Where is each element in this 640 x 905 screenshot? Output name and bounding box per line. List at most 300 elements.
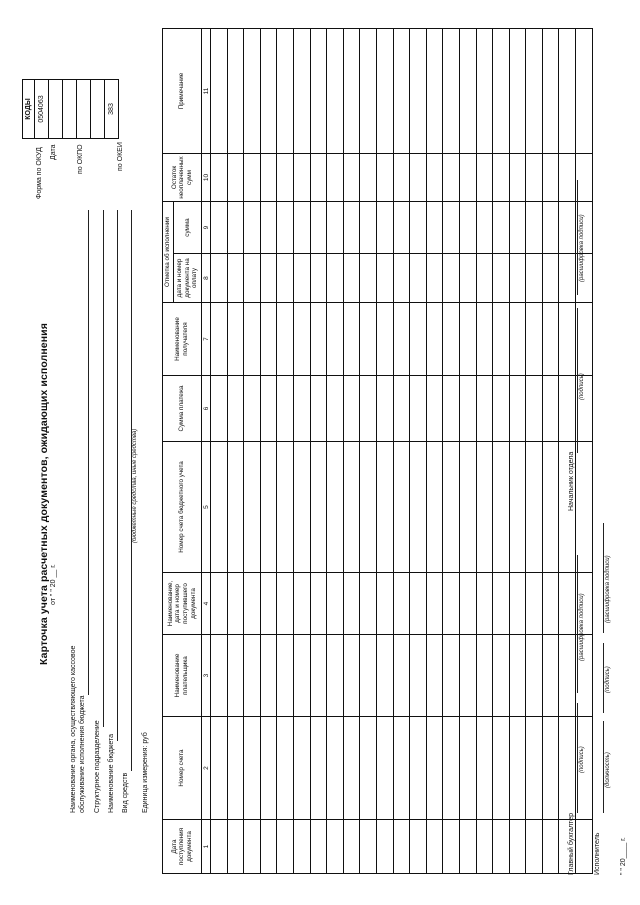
table-cell [410,254,427,303]
table-cell [277,303,294,376]
table-cell [260,154,277,202]
org-label-2: обслуживание исполнения бюджета [79,695,86,813]
table-cell [260,717,277,820]
table-cell [410,442,427,573]
table-cell [260,376,277,442]
unit-label: Единица измерения: руб [142,732,149,813]
table-cell [277,820,294,874]
table-cell [493,635,510,717]
chief-decode-caption: (расшифровка подписи) [579,593,585,661]
header-payment-doc: дата и номер документа на оплату [174,254,202,303]
table-cell [327,154,344,202]
col-number: 1 [202,820,211,874]
table-cell [327,442,344,573]
table-cell [509,573,526,635]
table-cell [293,635,310,717]
table-cell [443,635,460,717]
code-blank-2 [91,80,105,139]
table-cell [376,442,393,573]
head-signature-caption: (подпись) [579,373,585,400]
table-cell [526,573,543,635]
table-cell [443,820,460,874]
table-cell [277,442,294,573]
okpo-label: по ОКПО [77,144,84,174]
table-cell [426,29,443,154]
table-cell [459,376,476,442]
table-cell [559,254,576,303]
head-signature-line [577,308,578,453]
table-cell [360,820,377,874]
table-cell [426,202,443,254]
table-cell [376,29,393,154]
table-cell [277,376,294,442]
code-okud: 0504063 [35,80,49,139]
executor-decode-caption: (расшифровка подписи) [605,555,611,623]
table-row [476,29,493,874]
table-cell [476,376,493,442]
table-cell [360,202,377,254]
table-cell [310,154,327,202]
codes-header: КОДЫ [23,80,35,139]
table-cell [443,154,460,202]
table-cell [526,254,543,303]
col-number: 3 [202,635,211,717]
table-cell [376,635,393,717]
signature-date: " " 20____ г. [620,837,627,875]
table-cell [509,635,526,717]
table-cell [426,303,443,376]
header-execution-mark: Отметка об исполнении [163,202,174,303]
chief-accountant-label: Главный бухгалтер [568,813,575,875]
table-cell [459,29,476,154]
table-cell [393,635,410,717]
table-cell [393,573,410,635]
col-number: 7 [202,303,211,376]
table-cell [343,717,360,820]
table-cell [493,717,510,820]
table-cell [360,376,377,442]
table-row [493,29,510,874]
table-cell [542,635,559,717]
table-cell [310,303,327,376]
table-cell [526,717,543,820]
table-cell [211,303,228,376]
table-cell [526,442,543,573]
header-note: Примечание [163,29,202,154]
table-cell [576,154,593,202]
table-cell [343,442,360,573]
executor-position-line [603,721,604,813]
table-cell [227,202,244,254]
table-cell [244,154,261,202]
table-row [542,29,559,874]
table-row [343,29,360,874]
table-cell [244,202,261,254]
table-cell [410,376,427,442]
col-number: 8 [202,254,211,303]
executor-label: Исполнитель [594,832,601,875]
table-row [509,29,526,874]
table-cell [244,376,261,442]
table-cell [211,29,228,154]
header-unpaid-balance: Остаток неоплаченных сумм [163,154,202,202]
header-receipt-date: Дата поступления документа [163,820,202,874]
table-cell [426,820,443,874]
table-cell [559,717,576,820]
table-cell [526,376,543,442]
table-cell [244,635,261,717]
table-cell [211,820,228,874]
budget-label: Наименование бюджета [108,733,115,813]
budget-line [117,210,118,741]
table-cell [227,154,244,202]
table-cell [576,303,593,376]
table-cell [310,376,327,442]
table-cell [211,442,228,573]
table-cell [443,442,460,573]
table-cell [393,154,410,202]
table-cell [410,202,427,254]
table-cell [542,29,559,154]
table-row [244,29,261,874]
table-cell [327,717,344,820]
table-cell [360,254,377,303]
table-cell [493,303,510,376]
table-cell [227,376,244,442]
table-cell [459,202,476,254]
table-row [211,29,228,874]
table-row [327,29,344,874]
table-cell [376,254,393,303]
org-line [88,210,89,695]
table-cell [426,442,443,573]
col-number: 9 [202,202,211,254]
table-cell [310,717,327,820]
table-cell [211,154,228,202]
table-cell [493,29,510,154]
table-cell [559,303,576,376]
table-cell [227,573,244,635]
table-row [526,29,543,874]
table-cell [260,254,277,303]
table-cell [559,376,576,442]
table-cell [559,202,576,254]
org-label-1: Наименование органа, осуществляющего кассовое [70,645,77,813]
table-cell [260,303,277,376]
table-cell [476,254,493,303]
table-cell [393,820,410,874]
code-okei: 383 [105,80,119,139]
date-from: от " " 20 __ г. [50,564,57,605]
table-cell [493,820,510,874]
table-cell [393,442,410,573]
table-cell [526,29,543,154]
table-cell [244,442,261,573]
chief-decode-line [577,555,578,693]
table-row [227,29,244,874]
header-document-info: Наименование, дата и номер поступившего документа [163,573,202,635]
table-cell [211,635,228,717]
table-cell [327,573,344,635]
table-cell [459,820,476,874]
table-cell [509,202,526,254]
table-cell [542,202,559,254]
table-row [459,29,476,874]
table-cell [376,154,393,202]
col-number: 10 [202,154,211,202]
table-cell [410,573,427,635]
table-cell [310,635,327,717]
executor-signature-caption: (подпись) [605,666,611,693]
table-cell [443,202,460,254]
table-cell [559,573,576,635]
table-cell [343,154,360,202]
table-cell [542,376,559,442]
table-cell [293,376,310,442]
table-cell [410,29,427,154]
table-cell [576,442,593,573]
executor-decode-line [603,523,604,633]
table-cell [443,254,460,303]
table-cell [260,29,277,154]
table-row [310,29,327,874]
col-number: 2 [202,717,211,820]
table-cell [343,820,360,874]
table-row [393,29,410,874]
table-cell [244,717,261,820]
table-cell [426,635,443,717]
header-payment-sum: Сумма платежа [163,376,202,442]
table-cell [376,820,393,874]
table-cell [393,202,410,254]
table-cell [293,442,310,573]
table-cell [360,154,377,202]
col-number: 6 [202,376,211,442]
okei-label: по ОКЕИ [117,142,124,171]
table-cell [559,29,576,154]
table-cell [293,820,310,874]
table-cell [410,303,427,376]
table-cell [426,717,443,820]
table-cell [476,202,493,254]
header-budget-account: Номер счета бюджетного учета [163,442,202,573]
table-cell [476,820,493,874]
col-number: 5 [202,442,211,573]
table-cell [443,29,460,154]
table-cell [393,29,410,154]
table-cell [559,635,576,717]
column-numbers-row [202,29,211,874]
table-cell [277,29,294,154]
table-cell [509,442,526,573]
table-cell [260,820,277,874]
table-cell [244,573,261,635]
table-cell [410,717,427,820]
table-cell [542,717,559,820]
table-cell [227,442,244,573]
table-row [426,29,443,874]
table-cell [376,303,393,376]
table-cell [526,820,543,874]
table-cell [327,202,344,254]
table-cell [426,254,443,303]
table-cell [293,29,310,154]
chief-signature-caption: (подпись) [579,746,585,773]
table-cell [576,29,593,154]
executor-signature-line [603,643,604,713]
table-cell [443,376,460,442]
subdivision-line [103,210,104,727]
table-cell [327,303,344,376]
table-cell [310,442,327,573]
table-row [360,29,377,874]
codes-box [22,79,119,139]
header-sum: сумма [174,202,202,254]
table-cell [327,635,344,717]
table-cell [410,154,427,202]
table-cell [293,254,310,303]
table-cell [293,202,310,254]
table-cell [459,573,476,635]
chief-signature-line [577,703,578,813]
funds-label: Вид средств [122,772,129,813]
table-cell [310,254,327,303]
table-cell [343,202,360,254]
header-recipient-name: Наименование получателя [163,303,202,376]
table-cell [542,820,559,874]
table-cell [260,573,277,635]
funds-caption: (бюджетные средства, иные средства) [132,428,138,543]
table-row [443,29,460,874]
table-cell [227,820,244,874]
table-cell [211,573,228,635]
table-cell [211,254,228,303]
table-cell [211,376,228,442]
header-payer-name: Наименование плательщика [163,635,202,717]
table-cell [293,154,310,202]
table-cell [459,254,476,303]
table-cell [542,254,559,303]
table-cell [393,303,410,376]
table-cell [576,820,593,874]
table-cell [526,635,543,717]
table-cell [493,376,510,442]
table-cell [343,254,360,303]
table-cell [509,254,526,303]
table-cell [393,717,410,820]
table-row [293,29,310,874]
table-cell [343,573,360,635]
table-cell [476,154,493,202]
table-cell [277,202,294,254]
table-cell [509,717,526,820]
table-cell [260,442,277,573]
head-decode-line [577,180,578,295]
table-cell [343,635,360,717]
table-cell [277,254,294,303]
table-cell [493,573,510,635]
table-cell [459,303,476,376]
table-row [260,29,277,874]
table-cell [327,376,344,442]
table-cell [260,202,277,254]
table-cell [559,154,576,202]
table-cell [509,376,526,442]
table-cell [244,303,261,376]
table-cell [459,154,476,202]
date-label: Дата [50,144,57,160]
code-okpo [77,80,91,139]
table-cell [476,29,493,154]
table-cell [476,717,493,820]
table-cell [443,573,460,635]
executor-position-caption: (должность) [605,752,611,788]
table-cell [526,303,543,376]
table-cell [327,29,344,154]
table-cell [542,303,559,376]
table-cell [542,573,559,635]
table-cell [327,820,344,874]
header-account-number: Номер счета [163,717,202,820]
table-cell [360,442,377,573]
table-cell [211,202,228,254]
table-cell [293,717,310,820]
table-cell [493,442,510,573]
table-cell [459,717,476,820]
table-row [410,29,427,874]
table-row [376,29,393,874]
table-cell [360,573,377,635]
table-cell [310,29,327,154]
subdivision-label: Структурное подразделение [94,720,101,813]
table-cell [509,303,526,376]
documents-table [162,28,593,874]
table-cell [293,573,310,635]
table-cell [227,635,244,717]
table-cell [459,635,476,717]
code-date [49,80,63,139]
head-decode-caption: (расшифровка подписи) [579,214,585,282]
table-cell [310,573,327,635]
table-cell [244,29,261,154]
table-cell [509,29,526,154]
table-cell [260,635,277,717]
table-cell [410,635,427,717]
table-cell [459,442,476,573]
table-cell [277,573,294,635]
table-cell [310,202,327,254]
table-cell [244,254,261,303]
table-cell [476,442,493,573]
col-number: 4 [202,573,211,635]
table-cell [343,29,360,154]
table-cell [509,154,526,202]
table-cell [343,303,360,376]
table-cell [493,254,510,303]
col-number: 11 [202,29,211,154]
table-cell [542,154,559,202]
table-cell [376,202,393,254]
table-cell [277,154,294,202]
table-cell [393,376,410,442]
table-cell [476,303,493,376]
table-cell [509,820,526,874]
table-cell [443,303,460,376]
table-cell [360,717,377,820]
table-cell [476,573,493,635]
table-cell [277,635,294,717]
table-cell [476,635,493,717]
